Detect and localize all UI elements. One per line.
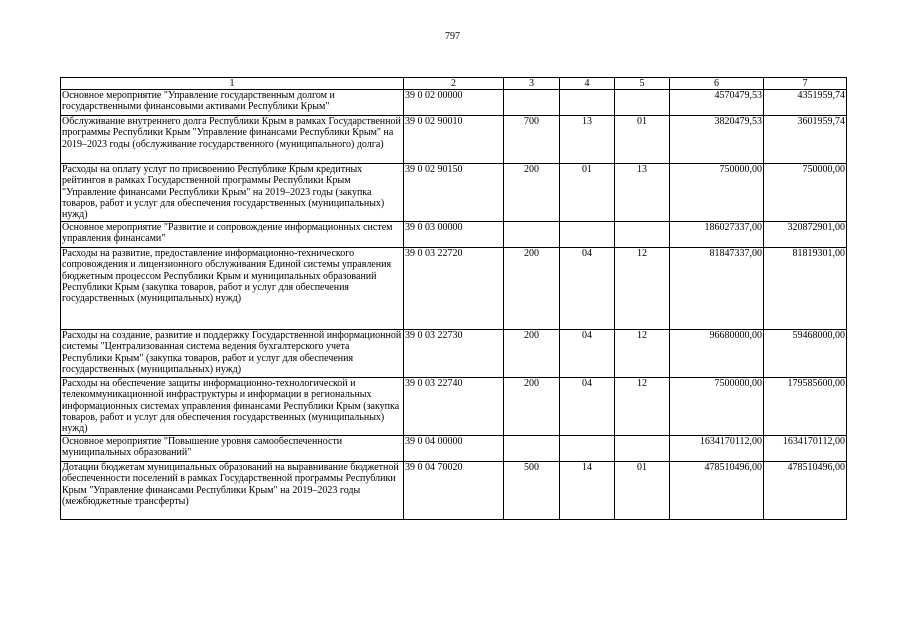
row-rz: 01	[560, 164, 615, 222]
row-name: Расходы на оплату услуг по присвоению Республике Крым кредитных рейтингов в рамках Государственной программы Республики Крым "Управление финансами Республики Крым" на 2019–2023 годы (закупка товаров, работ и услуг для обеспечения государственных (муниципальных) нужд)	[61, 164, 404, 222]
row-pr	[615, 436, 670, 462]
table-row	[61, 116, 847, 164]
row-name: Расходы на создание, развитие и поддержку Государственной информационной системы "Централизованная система ведения бухгалтерского учета Республики Крым" (закупка товаров, работ и услуг для обеспечения государственных (муниципальных) нужд)	[61, 330, 404, 378]
column-header: 2	[404, 78, 504, 90]
column-header: 3	[504, 78, 560, 90]
row-vr: 200	[504, 164, 560, 222]
row-code: 39 0 03 22720	[404, 248, 504, 330]
row-value-1: 4570479,53	[670, 90, 764, 116]
row-name: Расходы на развитие, предоставление информационно-технического сопровождения и лицензионного обслуживания Единой системы управления бюджетным процессом Республики Крым и муниципальных образований Республики Крым (закупка товаров, работ и услуг для обеспечения государственных (муниципальных) нужд)	[61, 248, 404, 330]
row-vr: 200	[504, 330, 560, 378]
row-vr: 700	[504, 116, 560, 164]
row-value-2: 3601959,74	[764, 116, 847, 164]
row-name: Обслуживание внутреннего долга Республики Крым в рамках Государственной программы Республики Крым "Управление финансами Республики Крым" на 2019–2023 годы (обслуживание государственного (муниципального) долга)	[61, 116, 404, 164]
column-header: 6	[670, 78, 764, 90]
row-value-1: 1634170112,00	[670, 436, 764, 462]
column-header: 7	[764, 78, 847, 90]
table-row	[61, 248, 847, 330]
row-name: Основное мероприятие "Повышение уровня самообеспеченности муниципальных образований"	[61, 436, 404, 462]
row-name: Расходы на обеспечение защиты информационно-технологической и телекоммуникационной инфраструктуры и информации в региональных информационных системах управления финансами Республики Крым (закупка товаров, работ и услуг для обеспечения государственных (муниципальных) нужд)	[61, 378, 404, 436]
table-row	[61, 436, 847, 462]
row-vr: 500	[504, 462, 560, 520]
row-pr	[615, 222, 670, 248]
row-code: 39 0 02 90010	[404, 116, 504, 164]
row-value-2: 478510496,00	[764, 462, 847, 520]
row-name: Дотации бюджетам муниципальных образований на выравнивание бюджетной обеспеченности поселений в рамках Государственной программы Республики Крым "Управление финансами Республики Крым" на 2019–2023 годы (межбюджетные трансферты)	[61, 462, 404, 520]
row-value-1: 478510496,00	[670, 462, 764, 520]
row-rz	[560, 90, 615, 116]
table-row	[61, 90, 847, 116]
row-value-2: 81819301,00	[764, 248, 847, 330]
row-pr: 01	[615, 462, 670, 520]
row-value-2: 59468000,00	[764, 330, 847, 378]
row-value-2: 4351959,74	[764, 90, 847, 116]
row-value-2: 320872901,00	[764, 222, 847, 248]
row-vr	[504, 436, 560, 462]
row-pr: 12	[615, 248, 670, 330]
table-row	[61, 164, 847, 222]
column-header: 4	[560, 78, 615, 90]
row-vr: 200	[504, 248, 560, 330]
row-value-1: 81847337,00	[670, 248, 764, 330]
column-header: 5	[615, 78, 670, 90]
row-pr	[615, 90, 670, 116]
row-value-2: 750000,00	[764, 164, 847, 222]
row-value-1: 3820479,53	[670, 116, 764, 164]
row-value-1: 750000,00	[670, 164, 764, 222]
row-pr: 12	[615, 330, 670, 378]
row-rz: 13	[560, 116, 615, 164]
row-code: 39 0 03 00000	[404, 222, 504, 248]
row-rz: 04	[560, 378, 615, 436]
table-row	[61, 330, 847, 378]
page-number: 797	[445, 31, 460, 42]
row-vr	[504, 222, 560, 248]
column-header: 1	[61, 78, 404, 90]
row-rz: 14	[560, 462, 615, 520]
row-name: Основное мероприятие "Управление государственным долгом и государственными финансовыми активами Республики Крым"	[61, 90, 404, 116]
row-pr: 13	[615, 164, 670, 222]
table-row	[61, 462, 847, 520]
row-pr: 01	[615, 116, 670, 164]
row-vr	[504, 90, 560, 116]
row-rz: 04	[560, 248, 615, 330]
row-code: 39 0 03 22730	[404, 330, 504, 378]
row-value-1: 96680000,00	[670, 330, 764, 378]
row-code: 39 0 03 22740	[404, 378, 504, 436]
row-value-2: 1634170112,00	[764, 436, 847, 462]
budget-table	[60, 77, 847, 520]
row-vr: 200	[504, 378, 560, 436]
row-rz: 04	[560, 330, 615, 378]
row-name: Основное мероприятие "Развитие и сопровождение информационных систем управления финансами"	[61, 222, 404, 248]
table-row	[61, 378, 847, 436]
row-code: 39 0 02 90150	[404, 164, 504, 222]
row-value-2: 179585600,00	[764, 378, 847, 436]
row-rz	[560, 436, 615, 462]
row-code: 39 0 04 00000	[404, 436, 504, 462]
row-rz	[560, 222, 615, 248]
table-row	[61, 222, 847, 248]
row-value-1: 7500000,00	[670, 378, 764, 436]
row-value-1: 186027337,00	[670, 222, 764, 248]
row-code: 39 0 04 70020	[404, 462, 504, 520]
header-row	[61, 78, 847, 90]
row-code: 39 0 02 00000	[404, 90, 504, 116]
row-pr: 12	[615, 378, 670, 436]
